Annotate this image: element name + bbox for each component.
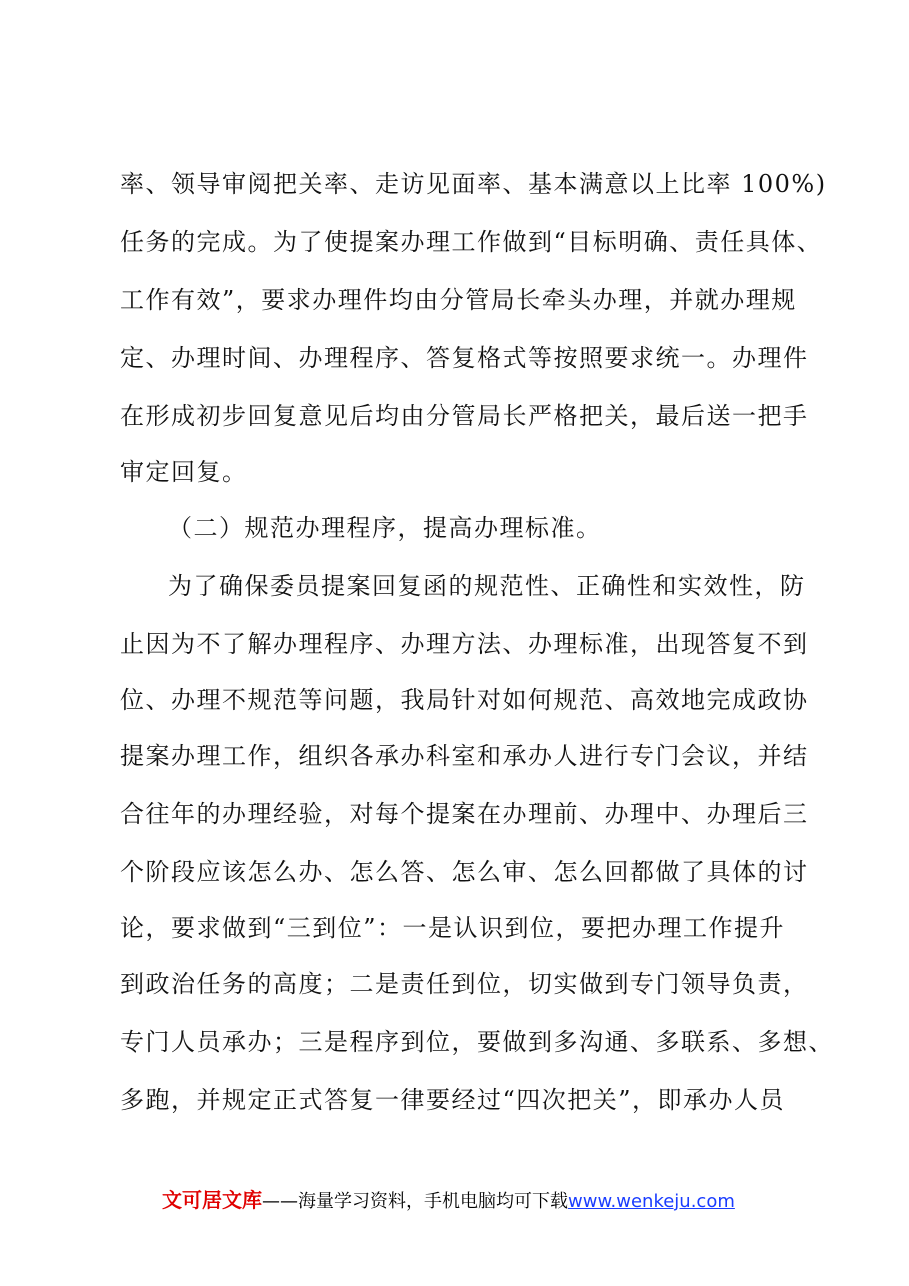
- paragraph-line: 提案办理工作，组织各承办科室和承办人进行专门会议，并结: [120, 742, 809, 770]
- paragraph-line: 工作有效”，要求办理件均由分管局长牵头办理，并就办理规: [120, 286, 797, 314]
- paragraph-line: 任务的完成。为了使提案办理工作做到“目标明确、责任具体、: [120, 228, 823, 256]
- footer-url-link[interactable]: www.wenkeju.com: [568, 1191, 735, 1212]
- paragraph-line: 个阶段应该怎么办、怎么答、怎么审、怎么回都做了具体的讨: [120, 858, 809, 886]
- footer-slogan: 海量学习资料，手机电脑均可下载: [298, 1191, 568, 1212]
- brand-name: 文可居文库: [162, 1188, 262, 1212]
- paragraph-line: 专门人员承办；三是程序到位，要做到多沟通、多联系、多想、: [120, 1028, 834, 1056]
- paragraph-line: 审定回复。: [120, 458, 248, 486]
- paragraph-line: 率、领导审阅把关率、走访见面率、基本满意以上比率 100%): [120, 170, 827, 198]
- section-heading: （二）规范办理程序，提高办理标准。: [168, 514, 602, 542]
- paragraph-line: 合往年的办理经验，对每个提案在办理前、办理中、办理后三: [120, 800, 809, 828]
- paragraph-line: 位、办理不规范等问题，我局针对如何规范、高效地完成政协: [120, 686, 809, 714]
- footer-dash: ——: [262, 1191, 298, 1212]
- paragraph-line: 在形成初步回复意见后均由分管局长严格把关，最后送一把手: [120, 402, 809, 430]
- paragraph-line: 止因为不了解办理程序、办理方法、办理标准，出现答复不到: [120, 630, 809, 658]
- paragraph-line: 定、办理时间、办理程序、答复格式等按照要求统一。办理件: [120, 344, 809, 372]
- paragraph-line: 多跑，并规定正式答复一律要经过“四次把关”，即承办人员: [120, 1086, 786, 1114]
- paragraph-line: 论，要求做到“三到位”：一是认识到位，要把办理工作提升: [120, 914, 786, 942]
- paragraph-line: 到政治任务的高度；二是责任到位，切实做到专门领导负责，: [120, 970, 809, 998]
- paragraph-line: 为了确保委员提案回复函的规范性、正确性和实效性，防: [168, 572, 806, 600]
- footer-banner: [162, 1184, 802, 1212]
